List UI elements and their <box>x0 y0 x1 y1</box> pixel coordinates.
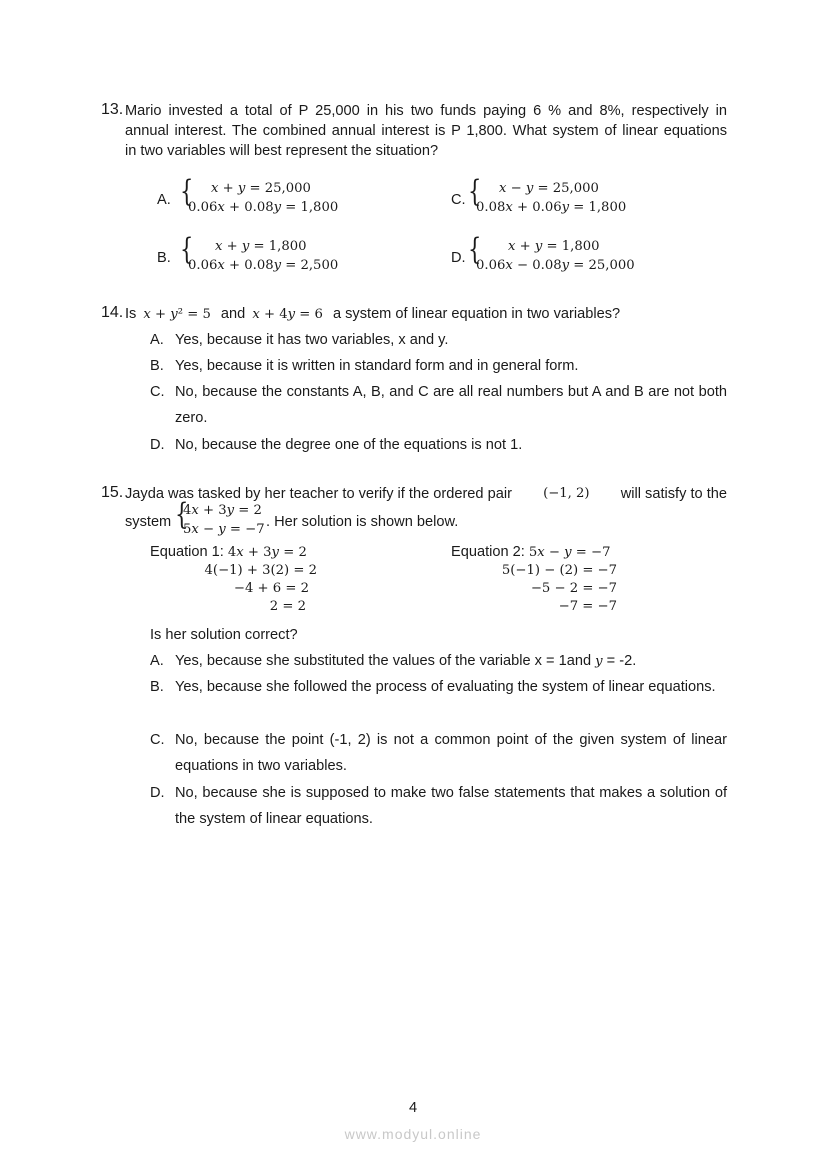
q13-option-d-label: D. <box>451 250 466 266</box>
question-14-number: 14. <box>101 304 124 321</box>
question-15-number: 15. <box>101 484 124 501</box>
q13-option-c-system: { 𝑥 − 𝑦 = 25,000 0.08𝑥 + 0.06𝑦 = 1,800 <box>468 174 627 215</box>
q15-option-b-label: B. <box>150 679 164 695</box>
q13-option-d-system: { 𝑥 + 𝑦 = 1,800 0.06𝑥 − 0.08𝑦 = 25,000 <box>468 232 635 273</box>
q14-prefix: Is <box>125 306 137 322</box>
q13-option-c-eq2: 0.08𝑥 + 0.06𝑦 = 1,800 <box>476 200 627 215</box>
q14-option-c-labelrow <box>150 379 175 405</box>
q13-option-b-eq2: 0.06𝑥 + 0.08𝑦 = 2,500 <box>188 258 339 273</box>
q15-option-d-label: D. <box>150 785 165 801</box>
q15-option-c-labelrow <box>150 727 175 753</box>
q15-option-c-text: No, because the point (-1, 2) is not a common point of the given system of linear equations in two variables. <box>175 732 727 774</box>
q15-question: Is her solution correct? <box>150 627 298 643</box>
question-15-line1 <box>125 484 727 504</box>
q14-suffix: a system of linear equation in two variables? <box>332 306 621 322</box>
q15-eq1-label: Equation 1: <box>150 544 224 560</box>
q14-option-b-text: Yes, because it is written in standard form and in general form. <box>175 358 579 374</box>
q13-option-b-system: { 𝑥 + 𝑦 = 1,800 0.06𝑥 + 0.08𝑦 = 2,500 <box>180 232 339 273</box>
q15-eq2-step2: −5 − 2 = −7 <box>530 581 617 596</box>
watermark: www.modyul.online <box>344 1126 482 1142</box>
q15-eq2-label: Equation 2: <box>451 544 525 560</box>
q14-option-b <box>150 353 578 379</box>
q15-option-a-label: A. <box>150 653 164 669</box>
q15-eq2-step3: −7 = −7 <box>558 599 617 614</box>
q14-option-d <box>150 432 522 458</box>
q13-option-d-eq1: 𝑥 + 𝑦 = 1,800 <box>508 239 600 254</box>
q14-option-c-label: C. <box>150 384 165 400</box>
q14-eq1: 𝑥 + 𝑦² = 5 <box>143 307 211 322</box>
q15-option-a <box>150 648 636 675</box>
q14-eq2: 𝑥 + 4𝑦 = 6 <box>252 307 323 322</box>
q15-sys-eq2: 5𝑥 − 𝑦 = −7 <box>183 522 265 537</box>
q14-option-d-text: No, because the degree one of the equations is not 1. <box>175 437 523 453</box>
q15-eq1-step3: 2 = 2 <box>269 599 306 614</box>
q15-pair: (−1, 2) <box>543 486 590 501</box>
q14-option-a <box>150 327 448 353</box>
question-13-number: 13. <box>101 101 124 118</box>
q15-option-b-text: Yes, because she followed the process of evaluating the system of linear equations. <box>175 679 716 695</box>
q15-option-a-text-a: Yes, because she substituted the values of the variable x = 1and <box>175 653 592 669</box>
question-13-line2: annual interest. The combined annual interest is P 1,800. What system of linear equations <box>125 123 727 139</box>
q15-option-a-var: 𝑦 <box>595 654 603 669</box>
q13-option-a-eq1: 𝑥 + 𝑦 = 25,000 <box>211 181 311 196</box>
q15-sys-eq1: 4𝑥 + 3𝑦 = 2 <box>183 503 262 518</box>
question-14-stem <box>125 304 620 325</box>
q13-option-a-system: { 𝑥 + 𝑦 = 25,000 0.06𝑥 + 0.08𝑦 = 1,800 <box>180 174 339 215</box>
q13-option-c-eq1: 𝑥 − 𝑦 = 25,000 <box>499 181 599 196</box>
q15-system: { 4𝑥 + 3𝑦 = 2 5𝑥 − 𝑦 = −7 <box>175 497 265 537</box>
q15-text-line2: . Her solution is shown below. <box>266 514 459 530</box>
q15-option-c-label: C. <box>150 732 165 748</box>
page-number: 4 <box>408 1100 418 1116</box>
q15-eq2-row <box>451 542 611 563</box>
q15-eq2: 5𝑥 − 𝑦 = −7 <box>528 545 611 560</box>
q15-text-a: Jayda was tasked by her teacher to verify if the ordered pair <box>125 486 512 502</box>
q14-option-a-label: A. <box>150 332 164 348</box>
q14-option-d-label: D. <box>150 437 165 453</box>
q13-option-c-label: C. <box>451 192 466 208</box>
q15-eq1: 4𝑥 + 3𝑦 = 2 <box>227 545 307 560</box>
q15-eq1-step2: −4 + 6 = 2 <box>233 581 309 596</box>
question-13-line3: in two variables will best represent the situation? <box>125 143 439 159</box>
q15-eq1-step1: 4(−1) + 3(2) = 2 <box>204 563 317 578</box>
q15-system-word: system <box>125 514 172 530</box>
q15-eq2-step1: 5(−1) − (2) = −7 <box>501 563 617 578</box>
q15-option-d-text: No, because she is supposed to make two false statements that makes a solution of the system of linear equations. <box>175 785 727 827</box>
q15-text-b: will satisfy to the <box>620 486 727 502</box>
q13-option-b-label: B. <box>157 250 171 266</box>
question-13-line1: Mario invested a total of P 25,000 in his two funds paying 6 % and 8%, respectively in <box>125 103 727 119</box>
q14-and: and <box>220 306 246 322</box>
q15-option-b-labelrow <box>150 674 175 700</box>
q15-option-a-text-b: = -2. <box>606 653 637 669</box>
q14-option-c-text: No, because the constants A, B, and C are all real numbers but A and B are not both zero. <box>175 384 727 426</box>
q14-option-a-text: Yes, because it has two variables, x and y. <box>175 332 449 348</box>
q13-option-d-eq2: 0.06𝑥 − 0.08𝑦 = 25,000 <box>476 258 635 273</box>
q15-option-d-labelrow <box>150 780 175 806</box>
q13-option-b-eq1: 𝑥 + 𝑦 = 1,800 <box>215 239 307 254</box>
q14-option-b-label: B. <box>150 358 164 374</box>
q15-eq1-row <box>150 542 307 563</box>
q13-option-a-eq2: 0.06𝑥 + 0.08𝑦 = 1,800 <box>188 200 339 215</box>
q13-option-a-label: A. <box>157 192 171 208</box>
